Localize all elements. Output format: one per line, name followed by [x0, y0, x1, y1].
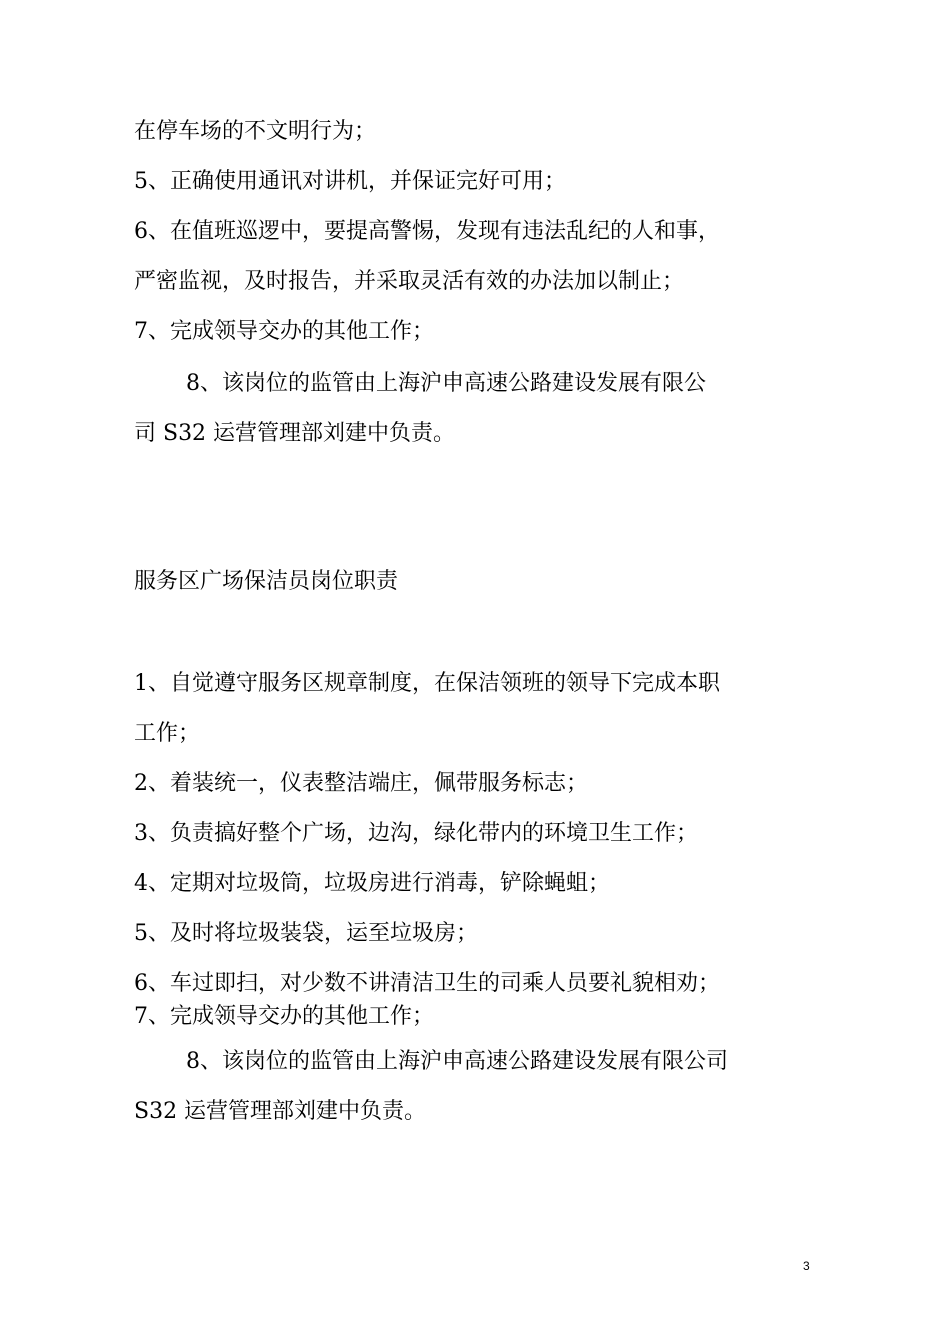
list-item-5: 5、正确使用通讯对讲机，并保证完好可用；	[134, 169, 566, 194]
list-item-6: 6、车过即扫，对少数不讲清洁卫生的司乘人员要礼貌相劝；	[134, 971, 720, 996]
page-number: 3	[803, 1259, 810, 1273]
section-title: 服务区广场保洁员岗位职责	[134, 569, 399, 594]
list-item-8: 8、该岗位的监管由上海沪申高速公路建设发展有限公司	[186, 1049, 728, 1074]
text-line: 严密监视，及时报告，并采取灵活有效的办法加以制止；	[134, 269, 685, 294]
text-line: 司 S32 运营管理部刘建中负责。	[134, 421, 456, 446]
list-item-1: 1、自觉遵守服务区规章制度，在保洁领班的领导下完成本职	[134, 671, 720, 696]
text-line: 在停车场的不文明行为；	[134, 119, 377, 144]
list-item-6: 6、在值班巡逻中，要提高警惕，发现有违法乱纪的人和事，	[134, 219, 720, 244]
list-item-7: 7、完成领导交办的其他工作；	[134, 1004, 434, 1029]
list-item-3: 3、负责搞好整个广场，边沟，绿化带内的环境卫生工作；	[134, 821, 698, 846]
text-line: 工作；	[134, 721, 201, 746]
text-line: S32 运营管理部刘建中负责。	[134, 1099, 427, 1124]
list-item-2: 2、着装统一，仪表整洁端庄，佩带服务标志；	[134, 771, 588, 796]
list-item-7: 7、完成领导交办的其他工作；	[134, 319, 434, 344]
list-item-4: 4、定期对垃圾筒，垃圾房进行消毒，铲除蝇蛆；	[134, 871, 610, 896]
list-item-8: 8、该岗位的监管由上海沪申高速公路建设发展有限公	[186, 371, 706, 396]
list-item-5: 5、及时将垃圾装袋，运至垃圾房；	[134, 921, 478, 946]
